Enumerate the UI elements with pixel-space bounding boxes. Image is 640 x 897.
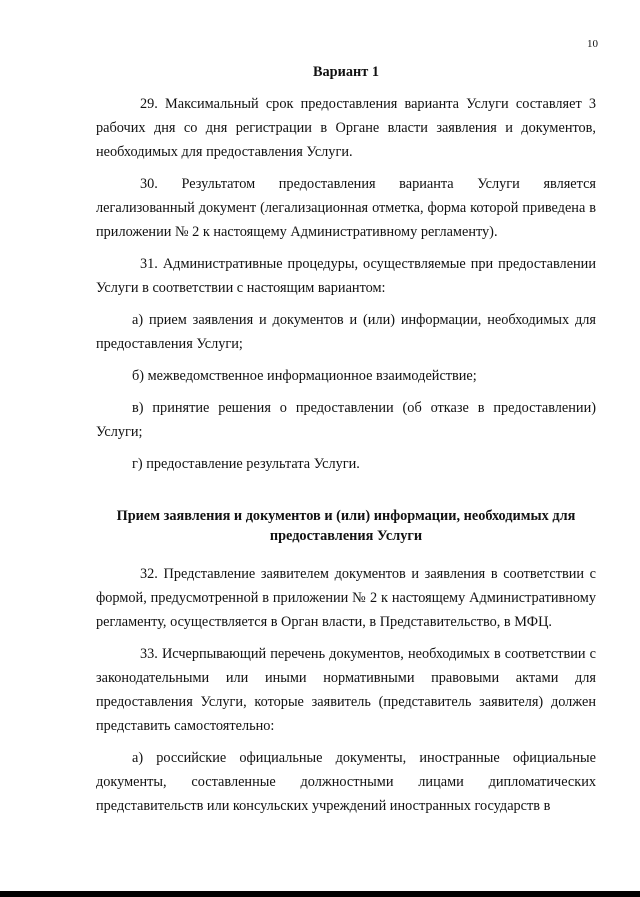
section-title: Вариант 1 [312,64,379,80]
list-item-b: б) межведомственное информационное взаимодействие; [132,368,477,384]
paragraph-29: 29. Максимальный срок предоставления варианта Услуги составляет 3 рабочих дня со дня регистрации в Органе власти заявления и документов, необходимых для предоставления Услуги. [96,96,596,160]
page-number: 10 [587,38,598,50]
list-item-33a: а) российские официальные документы, иностранные официальные документы, составленные должностными лицами дипломатических представительств или консульских учреждений иностранных государств в [96,750,596,814]
paragraph-31: 31. Административные процедуры, осуществляемые при предоставлении Услуги в соответствии с настоящим вариантом: [96,256,596,296]
paragraph-32: 32. Представление заявителем документов и заявления в соответствии с формой, предусмотренной в приложении № 2 к настоящему Административному регламенту, осуществляется в Орган власти, в Представительство, в МФЦ. [96,566,596,630]
paragraph-30: 30. Результатом предоставления варианта Услуги является легализованный документ (легализационная отметка, форма которой приведена в приложении № 2 к настоящему Административному регламенту). [96,176,596,240]
scan-bottom-edge [0,891,640,897]
list-item-v: в) принятие решения о предоставлении (об отказе в предоставлении) Услуги; [96,400,596,440]
document-body [96,60,596,818]
list-item-a: а) прием заявления и документов и (или) информации, необходимых для предоставления Услуги; [96,312,596,352]
paragraph-33: 33. Исчерпывающий перечень документов, необходимых в соответствии с законодательными или иными нормативными правовыми актами для предоставления Услуги, которые заявитель (представитель заявителя) должен представить самостоятельно: [96,646,596,734]
section-heading: Прием заявления и документов и (или) информации, необходимых для предоставления Услуги [116,508,576,544]
list-item-g: г) предоставление результата Услуги. [132,456,360,472]
